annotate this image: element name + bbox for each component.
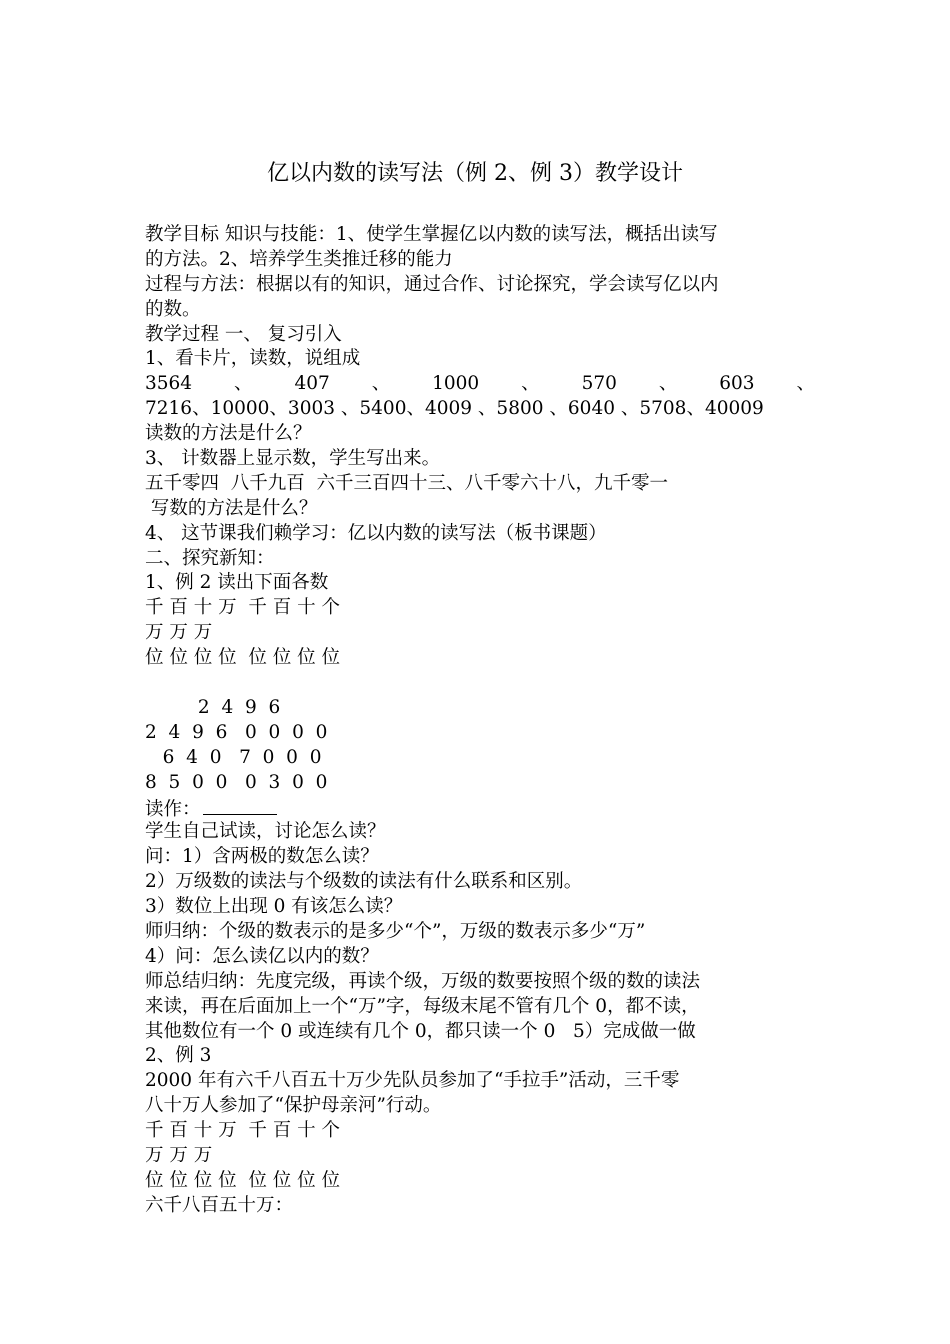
section-heading: 教学过程 一、 复习引入 xyxy=(145,323,342,345)
document-title: 亿以内数的读写法（例 2、例 3）教学设计 xyxy=(267,161,683,186)
number-row: 8 5 0 0 0 3 0 0 xyxy=(145,771,328,793)
text-line: 的方法。2、培养学生类推迁移的能力 xyxy=(145,248,453,270)
place-value-row: 万 万 万 xyxy=(145,622,213,644)
text-line: 读数的方法是什么？ xyxy=(145,423,312,445)
place-value-row: 千 百 十 万 千 百 十 个 xyxy=(145,1120,341,1142)
text-line: 3）数位上出现 0 有该怎么读？ xyxy=(145,896,403,918)
text-line: 4、 这节课我们赖学习：亿以内数的读写法（板书课题） xyxy=(145,522,607,544)
number-row: 6 4 0 7 0 0 0 xyxy=(145,746,322,768)
number-separator: 、 xyxy=(796,373,815,395)
text-line: 4）问：怎么读亿以内的数？ xyxy=(145,945,379,967)
number-item: 570 xyxy=(581,373,617,395)
text-line: 其他数位有一个 0 或连续有几个 0，都只读一个 0 5）完成做一做 xyxy=(145,1020,696,1042)
number-item: 603 xyxy=(719,373,755,395)
text-line: 来读，再在后面加上一个“万”字，每级末尾不管有几个 0，都不读， xyxy=(145,995,700,1017)
read-as-label: 读作： xyxy=(145,799,201,821)
place-value-row: 位 位 位 位 位 位 位 位 xyxy=(145,1169,341,1191)
text-line: 1、例 2 读出下面各数 xyxy=(145,572,329,594)
document-body xyxy=(145,223,815,1219)
number-separator: 、 xyxy=(371,373,391,395)
number-separator: 、 xyxy=(234,373,253,395)
place-value-row: 千 百 十 万 千 百 十 个 xyxy=(145,597,341,619)
text-line: 六千八百五十万： xyxy=(145,1194,294,1216)
text-line: 2）万级数的读法与个级数的读法有什么联系和区别。 xyxy=(145,871,583,893)
text-line: 师归纳：个级的数表示的是多少“个”，万级的数表示多少“万” xyxy=(145,920,646,942)
text-line: 的数。 xyxy=(145,298,201,320)
section-heading: 2、例 3 xyxy=(145,1045,212,1067)
number-item: 3564 xyxy=(145,373,193,395)
text-line: 过程与方法：根据以有的知识，通过合作、讨论探究，学会读写亿以内 xyxy=(145,273,719,295)
answer-blank xyxy=(203,795,277,815)
text-line: 学生自己试读，讨论怎么读？ xyxy=(145,821,386,843)
number-separator: 、 xyxy=(521,373,540,395)
text-line: 1、看卡片，读数，说组成 xyxy=(145,348,361,370)
text-line: 五千零四 八千九百 六千三百四十三、八千零六十八，九千零一 xyxy=(145,472,669,494)
text-line: 八十万人参加了“保护母亲河”行动。 xyxy=(145,1095,442,1117)
place-value-row: 万 万 万 xyxy=(145,1144,213,1166)
text-line: 师总结归纳：先度完级，再读个级，万级的数要按照个级的数的读法 xyxy=(145,970,701,992)
text-line: 2000 年有六千八百五十万少先队员参加了“手拉手”活动，三千零 xyxy=(145,1070,680,1092)
text-line: 写数的方法是什么？ xyxy=(145,497,318,519)
number-row: 2 4 9 6 0 0 0 0 xyxy=(145,721,328,743)
text-line: 7216、10000、3003 、5400、4009 、5800 、6040 、5708、40009 xyxy=(145,398,764,420)
text-line: 3、 计数器上显示数，学生写出来。 xyxy=(145,448,441,470)
read-as-line xyxy=(145,795,815,820)
blank-line xyxy=(145,671,815,696)
number-item: 407 xyxy=(294,373,330,395)
text-line: 教学目标 知识与技能：1、使学生掌握亿以内数的读写法，概括出读写 xyxy=(145,224,718,245)
place-value-row: 位 位 位 位 位 位 位 位 xyxy=(145,647,341,669)
section-heading: 二、探究新知： xyxy=(145,547,275,569)
number-separator: 、 xyxy=(658,373,678,395)
number-card-row xyxy=(145,372,815,397)
text-line: 问：1）含两极的数怎么读？ xyxy=(145,846,379,868)
number-item: 1000 xyxy=(432,373,480,395)
number-row: 2 4 9 6 xyxy=(145,696,281,718)
